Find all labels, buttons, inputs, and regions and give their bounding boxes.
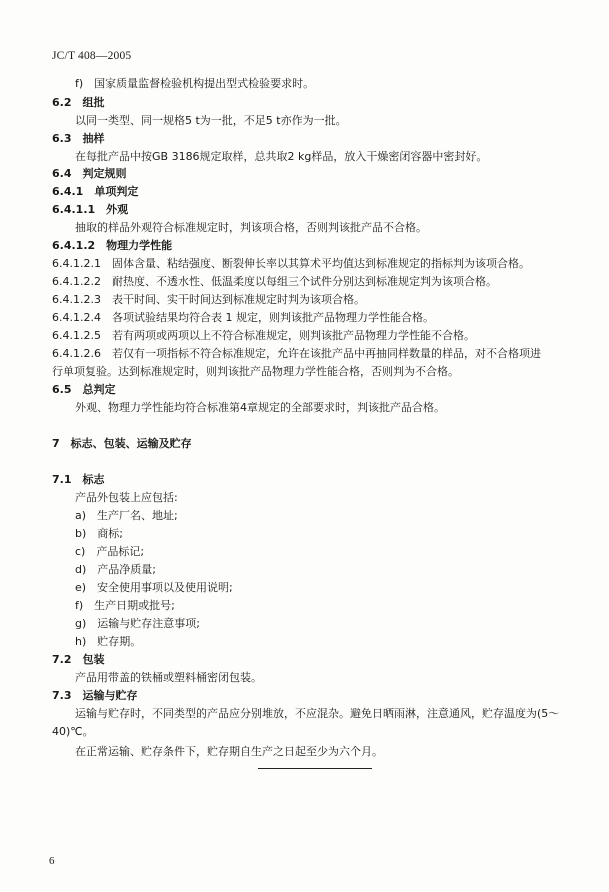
list-item: e) 安全使用事项以及使用说明; bbox=[75, 581, 233, 594]
end-rule bbox=[258, 768, 372, 769]
text-line: 6.4.1.2.3 表干时间、实干时间达到标准规定时判为该项合格。 bbox=[52, 293, 365, 306]
chapter-heading: 7 标志、包装、运输及贮存 bbox=[52, 437, 192, 450]
section-heading: 7.2 包装 bbox=[52, 653, 105, 666]
text-line: 6.4.1.2.4 各项试验结果均符合表 1 规定，则判该批产品物理力学性能合格。 bbox=[52, 311, 434, 324]
text-line: f) 国家质量监督检验机构提出型式检验要求时。 bbox=[75, 77, 315, 90]
section-heading: 6.5 总判定 bbox=[52, 383, 116, 396]
text-line: 40)℃。 bbox=[52, 725, 94, 738]
list-item: g) 运输与贮存注意事项; bbox=[75, 617, 200, 630]
text-line: 行单项复验。达到标准规定时，则判该批产品物理力学性能合格，否则判为不合格。 bbox=[52, 365, 459, 378]
document-code-header: JC/T 408—2005 bbox=[52, 50, 132, 62]
text-line: 6.4.1.2.2 耐热度、不透水性、低温柔度以每组三个试件分别达到标准规定判为该项合格。 bbox=[52, 275, 497, 288]
text-line: 抽取的样品外观符合标准规定时，判该项合格，否则判该批产品不合格。 bbox=[75, 221, 427, 234]
text-line: 产品外包装上应包括: bbox=[75, 491, 178, 504]
text-line: 产品用带盖的铁桶或塑料桶密闭包装。 bbox=[75, 671, 262, 684]
section-heading: 7.3 运输与贮存 bbox=[52, 689, 138, 702]
section-heading: 6.3 抽样 bbox=[52, 132, 105, 145]
text-line: 在每批产品中按GB 3186规定取样，总共取2 kg样品，放入干燥密闭容器中密封好。 bbox=[75, 150, 488, 163]
section-heading: 6.4.1 单项判定 bbox=[52, 185, 139, 198]
list-item: a) 生产厂名、地址; bbox=[75, 509, 178, 522]
list-item: h) 贮存期。 bbox=[75, 635, 142, 648]
text-line: 运输与贮存时，不同类型的产品应分别堆放，不应混杂。避免日晒雨淋，注意通风，贮存温度为(5～ bbox=[75, 707, 560, 720]
section-heading: 7.1 标志 bbox=[52, 473, 105, 486]
section-heading: 6.4 判定规则 bbox=[52, 167, 127, 180]
text-line: 在正常运输、贮存条件下，贮存期自生产之日起至少为六个月。 bbox=[75, 745, 383, 758]
page-number: 6 bbox=[49, 855, 55, 867]
text-line: 6.4.1.2.6 若仅有一项指标不符合标准规定，允许在该批产品中再抽同样数量的样品，对不合格项进 bbox=[52, 347, 541, 360]
section-heading: 6.2 组批 bbox=[52, 96, 105, 109]
text-line: 6.4.1.2.1 固体含量、粘结强度、断裂伸长率以其算术平均值达到标准规定的指标判为该项合格。 bbox=[52, 257, 530, 270]
text-line: 6.4.1.2.5 若有两项或两项以上不符合标准规定，则判该批产品物理力学性能不合格。 bbox=[52, 329, 475, 342]
list-item: c) 产品标记; bbox=[75, 545, 145, 558]
text-line: 以同一类型、同一规格5 t为一批，不足5 t亦作为一批。 bbox=[75, 114, 347, 127]
list-item: d) 产品净质量; bbox=[75, 563, 156, 576]
list-item: f) 生产日期或批号; bbox=[75, 599, 175, 612]
text-line: 外观、物理力学性能均符合标准第4章规定的全部要求时，判该批产品合格。 bbox=[75, 401, 445, 414]
section-heading: 6.4.1.2 物理力学性能 bbox=[52, 239, 173, 252]
list-item: b) 商标; bbox=[75, 527, 123, 540]
section-heading: 6.4.1.1 外观 bbox=[52, 203, 129, 216]
